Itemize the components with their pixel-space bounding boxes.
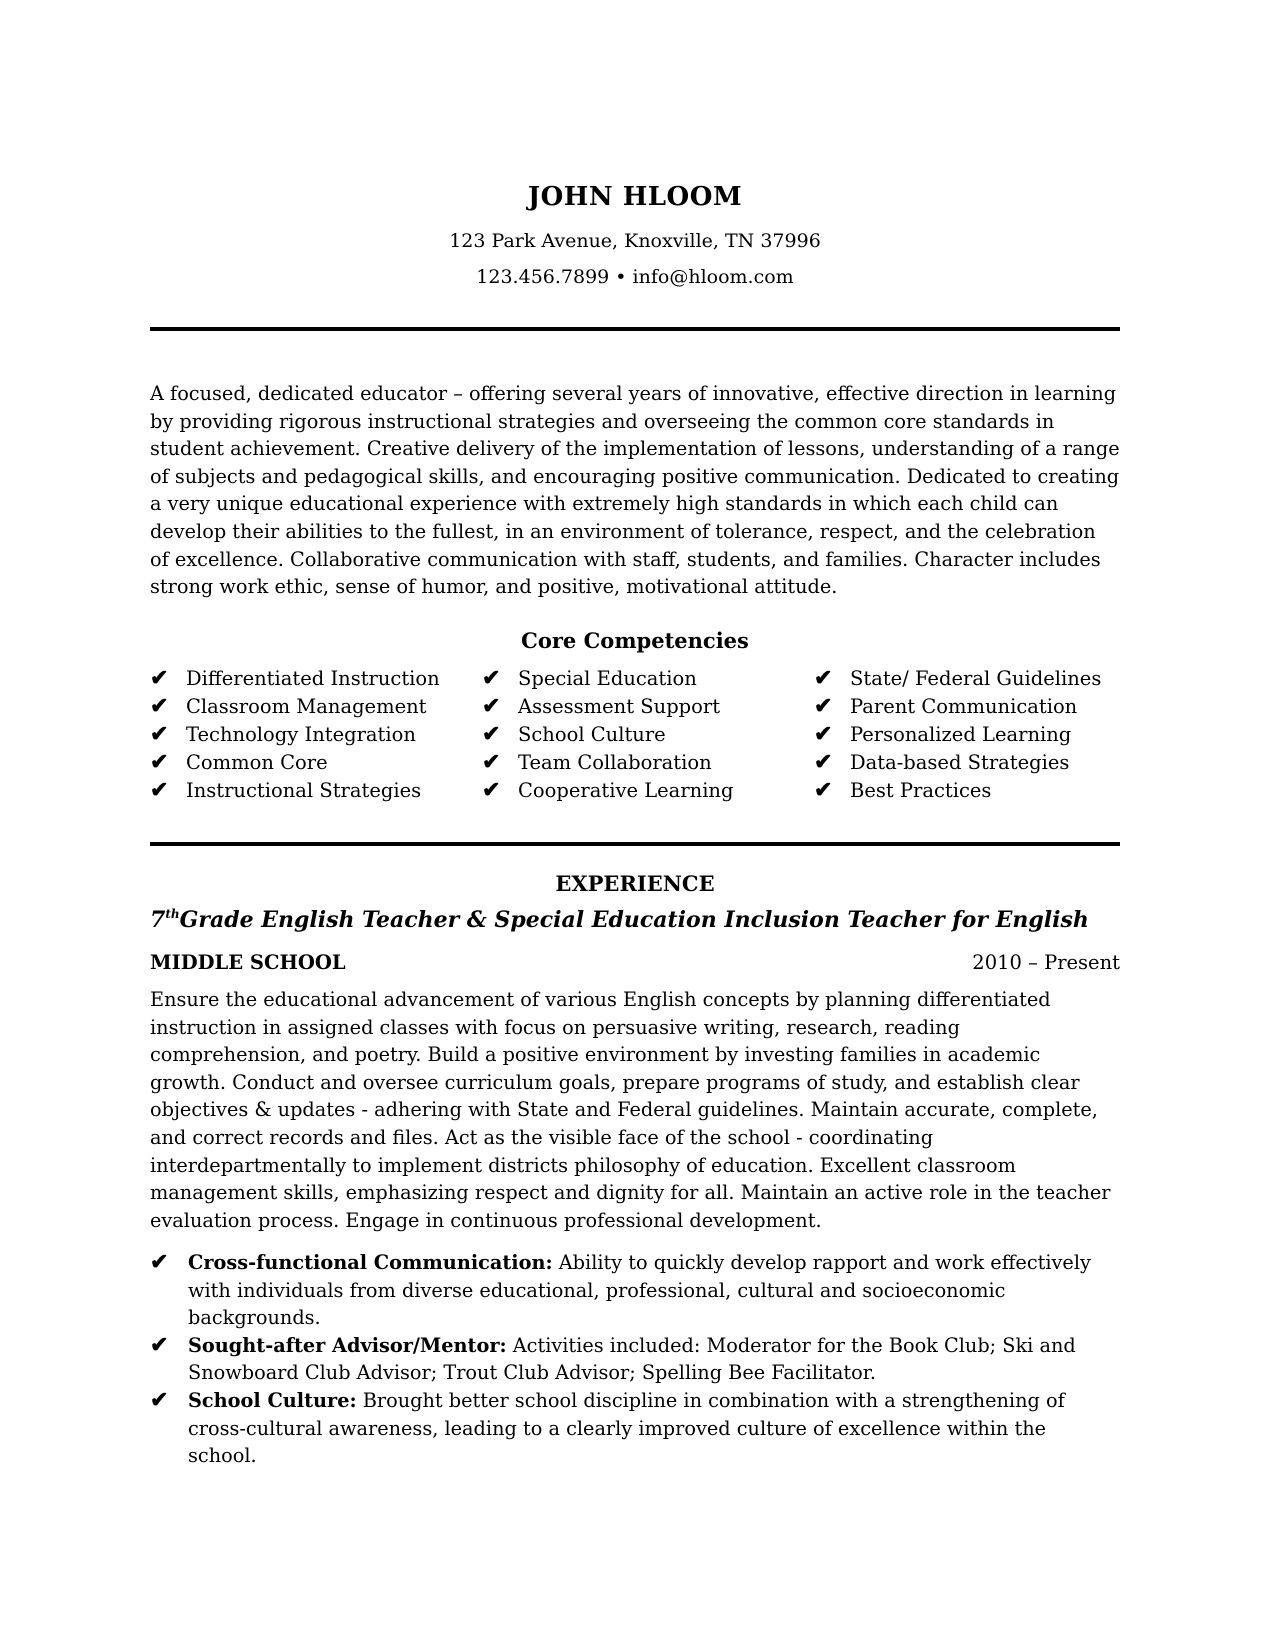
address-line: 123 Park Avenue, Knoxville, TN 37996: [449, 230, 821, 252]
competencies-column-2: [482, 664, 814, 804]
highlight-item: [150, 1332, 1120, 1387]
competency-label: Technology Integration: [186, 722, 416, 746]
competency-label: Instructional Strategies: [186, 778, 422, 802]
checkmark-icon: ✔: [482, 721, 501, 747]
competencies-column-3: [814, 664, 1120, 804]
checkmark-icon: ✔: [814, 749, 833, 775]
competency-item: [150, 664, 482, 692]
competency-item: [482, 748, 814, 776]
job-title: [150, 907, 1120, 933]
highlight-text: [188, 1249, 1120, 1332]
checkmark-icon: ✔: [482, 777, 501, 803]
checkmark-icon: ✔: [150, 693, 169, 719]
employer-row: [150, 951, 1120, 974]
competency-item: [814, 664, 1120, 692]
competency-item: [814, 720, 1120, 748]
section-divider: [150, 842, 1120, 846]
employment-dates: 2010 – Present: [972, 951, 1120, 974]
competency-item: [482, 720, 814, 748]
checkmark-icon: ✔: [150, 721, 169, 747]
highlight-body: Activities included: Moderator for the Book Club; Ski and Snowboard Club Advisor; Trout Club Advisor; Spelling Bee Facilitator.: [188, 1333, 1076, 1385]
highlight-body: Brought better school discipline in combination with a strengthening of cross-cultural awareness, leading to a clearly improved culture of excellence within the school.: [188, 1388, 1065, 1468]
checkmark-icon: ✔: [150, 1249, 169, 1275]
employer-name: MIDDLE SCHOOL: [150, 951, 346, 974]
checkmark-icon: ✔: [814, 665, 833, 691]
highlight-text: [188, 1332, 1120, 1387]
competency-label: Data-based Strategies: [850, 750, 1070, 774]
checkmark-icon: ✔: [150, 1386, 169, 1413]
job-description: Ensure the educational advancement of various English concepts by planning differentiated instruction in assigned classes with focus on persuasive writing, research, reading comprehension, and poetry. Build a positive environment by investing families in academic growth. Conduct and oversee curriculum goals, prepare programs of study, and establish clear objectives & updates - adhering with State and Federal guidelines. Maintain accurate, complete, and correct records and files. Act as the visible face of the school - coordinating interdepartmentally to implement districts philosophy of education. Excellent classroom management skills, emphasizing respect and dignity for all. Maintain an active role in the teacher evaluation process. Engage in continuous professional development.: [150, 988, 1111, 1232]
professional-summary: A focused, dedicated educator – offering several years of innovative, effective direction in learning by providing rigorous instructional strategies and overseeing the common core standards in student achievement. Creative delivery of the implementation of lessons, understanding of a range of subjects and pedagogical skills, and encouraging positive communication. Dedicated to creating a very unique educational experience with extremely high standards in which each child can develop their abilities to the fullest, in an environment of tolerance, respect, and the celebration of excellence. Collaborative communication with staff, students, and families. Character includes strong work ethic, sense of humor, and positive, motivational attitude.: [150, 382, 1120, 599]
checkmark-icon: ✔: [150, 777, 169, 803]
highlight-text: [188, 1387, 1120, 1470]
competency-label: Best Practices: [850, 778, 992, 802]
job-title-grade-number: 7: [150, 907, 166, 933]
competency-label: Personalized Learning: [850, 722, 1072, 746]
competency-label: Parent Communication: [850, 694, 1078, 718]
highlight-item: [150, 1387, 1120, 1470]
competency-item: [482, 664, 814, 692]
competencies-column-1: [150, 664, 482, 804]
highlight-lead: School Culture:: [188, 1388, 357, 1412]
header-divider: [150, 327, 1120, 331]
competency-label: Assessment Support: [518, 694, 721, 718]
competency-label: Cooperative Learning: [518, 778, 734, 802]
competency-item: [482, 692, 814, 720]
highlight-lead: Sought-after Advisor/Mentor:: [188, 1333, 507, 1357]
checkmark-icon: ✔: [482, 665, 501, 691]
checkmark-icon: ✔: [814, 777, 833, 803]
competency-label: Differentiated Instruction: [186, 666, 440, 690]
checkmark-icon: ✔: [150, 1331, 169, 1358]
competency-item: [150, 776, 482, 804]
competencies-grid: [150, 664, 1120, 804]
competency-item: [814, 748, 1120, 776]
phone-email-line: 123.456.7899 • info@hloom.com: [476, 266, 794, 288]
checkmark-icon: ✔: [814, 721, 833, 747]
competency-label: School Culture: [518, 722, 666, 746]
competency-item: [150, 692, 482, 720]
checkmark-icon: ✔: [482, 693, 501, 719]
checkmark-icon: ✔: [482, 749, 501, 775]
competency-item: [150, 720, 482, 748]
job-title-ordinal-suffix: th: [165, 907, 180, 921]
competency-item: [814, 776, 1120, 804]
competency-item: [814, 692, 1120, 720]
checkmark-icon: ✔: [150, 665, 169, 691]
checkmark-icon: ✔: [150, 749, 169, 775]
competency-label: Common Core: [186, 750, 328, 774]
competency-label: Classroom Management: [186, 694, 427, 718]
competency-label: Team Collaboration: [518, 750, 712, 774]
core-competencies-heading: Core Competencies: [521, 628, 749, 653]
highlight-lead: Cross-functional Communication:: [188, 1251, 553, 1274]
competency-item: [482, 776, 814, 804]
checkmark-icon: ✔: [814, 693, 833, 719]
job-highlights: [150, 1249, 1120, 1470]
competency-item: [150, 748, 482, 776]
job-title-text: Grade English Teacher & Special Education Inclusion Teacher for English: [179, 907, 1089, 933]
competency-label: State/ Federal Guidelines: [850, 666, 1102, 690]
highlight-item: [150, 1249, 1120, 1332]
competency-label: Special Education: [518, 666, 697, 690]
candidate-name: JOHN HLOOM: [527, 182, 743, 212]
highlight-body: Ability to quickly develop rapport and work effectively with individuals from diverse educational, professional, cultural and socioeconomic backgrounds.: [188, 1251, 1091, 1330]
experience-heading: EXPERIENCE: [555, 871, 715, 896]
